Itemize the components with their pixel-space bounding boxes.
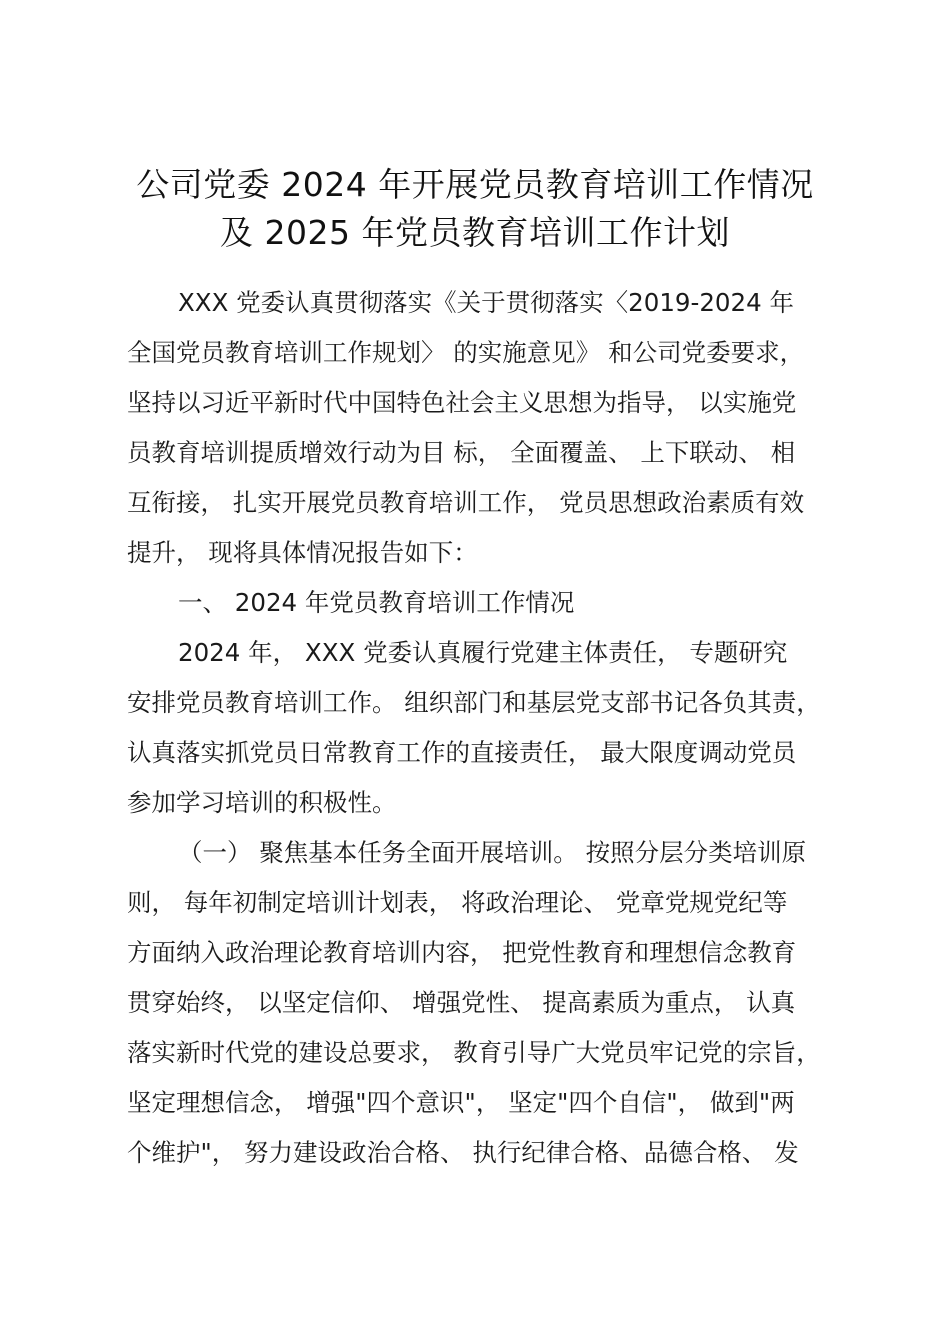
paragraph-2-line-3: 认真落实抓党员日常教育工作的直接责任， 最大限度调动党员 bbox=[127, 738, 797, 767]
paragraph-1-line-2: 全国党员教育培训工作规划〉 的实施意见》 和公司党委要求， bbox=[127, 338, 805, 367]
paragraph-1-line-1: XXX 党委认真贯彻落实《关于贯彻落实〈2019-2024 年 bbox=[178, 288, 794, 317]
paragraph-3-line-1: （一） 聚焦基本任务全面开展培训。 按照分层分类培训原 bbox=[178, 838, 807, 867]
paragraph-1-line-4: 员教育培训提质增效行动为目 标， 全面覆盖、 上下联动、 相 bbox=[127, 438, 796, 467]
paragraph-3-line-4: 贯穿始终， 以坚定信仰、 增强党性、 提高素质为重点， 认真 bbox=[127, 988, 796, 1017]
document-title-line-1: 公司党委 2024 年开展党员教育培训工作情况 bbox=[136, 165, 814, 204]
paragraph-2-line-4: 参加学习培训的积极性。 bbox=[127, 788, 397, 817]
paragraph-1-line-5: 互衔接， 扎实开展党员教育培训工作， 党员思想政治素质有效 bbox=[127, 488, 805, 517]
paragraph-3-line-5: 落实新时代党的建设总要求， 教育引导广大党员牢记党的宗旨， bbox=[127, 1038, 821, 1067]
paragraph-2-line-1: 2024 年， XXX 党委认真履行党建主体责任， 专题研究 bbox=[178, 638, 788, 667]
paragraph-2-line-2: 安排党员教育培训工作。 组织部门和基层党支部书记各负其责， bbox=[127, 688, 821, 717]
paragraph-3-line-7: 个维护"， 努力建设政治合格、 执行纪律合格、品德合格、 发 bbox=[127, 1138, 799, 1167]
paragraph-1-line-3: 坚持以习近平新时代中国特色社会主义思想为指导， 以实施党 bbox=[127, 388, 797, 417]
paragraph-3-line-3: 方面纳入政治理论教育培训内容， 把党性教育和理想信念教育 bbox=[127, 938, 797, 967]
paragraph-3-line-2: 则， 每年初制定培训计划表， 将政治理论、 党章党规党纪等 bbox=[127, 888, 788, 917]
document-title-line-2: 及 2025 年党员教育培训工作计划 bbox=[220, 213, 730, 252]
section-heading-1: 一、 2024 年党员教育培训工作情况 bbox=[178, 588, 575, 617]
paragraph-1-line-6: 提升， 现将具体情况报告如下： bbox=[127, 538, 478, 567]
paragraph-3-line-6: 坚定理想信念， 增强"四个意识"， 坚定"四个自信"， 做到"两 bbox=[127, 1088, 795, 1117]
